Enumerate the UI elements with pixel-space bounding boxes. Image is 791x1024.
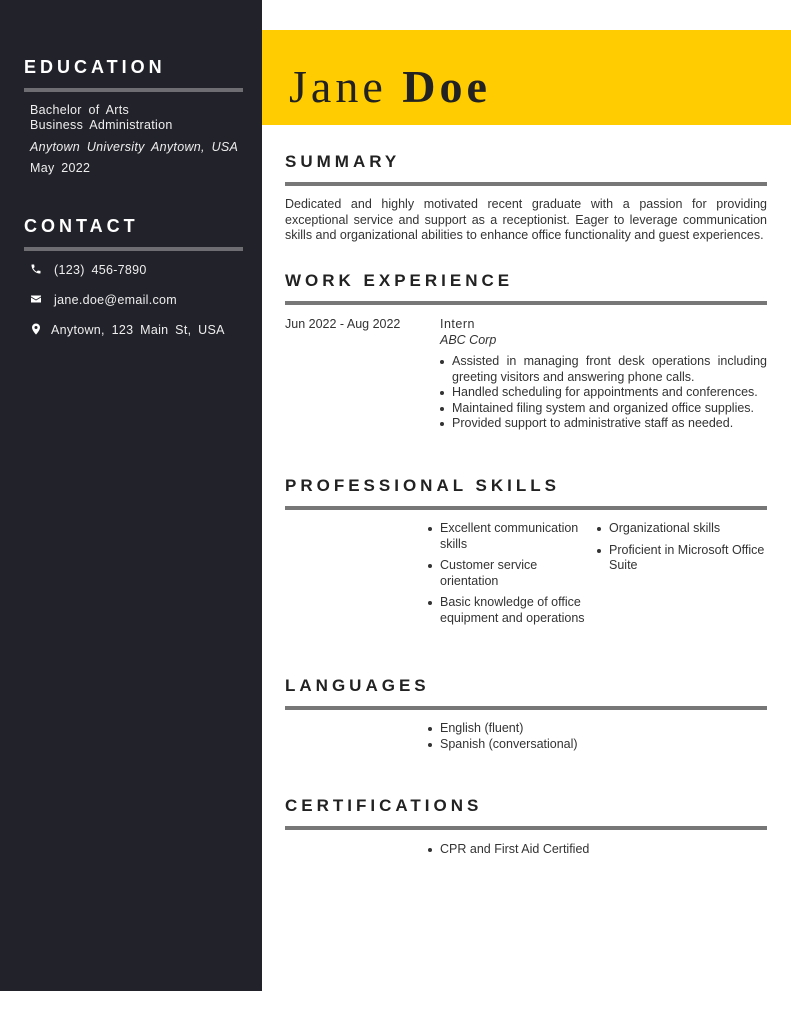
education-major: Business Administration bbox=[30, 118, 173, 132]
phone-icon bbox=[30, 263, 42, 275]
summary-text: Dedicated and highly motivated recent graduate with a passion for providing exceptional service and support as a receptionist. Eager to leverage communication skills and organizational abilities to enhance office functionality and guest experiences. bbox=[285, 197, 767, 242]
list-item: Customer service orientation bbox=[428, 558, 588, 589]
contact-address: Anytown, 123 Main St, USA bbox=[51, 323, 225, 337]
list-item: Handled scheduling for appointments and conferences. bbox=[440, 385, 767, 401]
sidebar bbox=[0, 0, 262, 991]
list-item: English (fluent) bbox=[428, 721, 578, 737]
list-item: Provided support to administrative staff as needed. bbox=[440, 416, 767, 432]
list-item: Proficient in Microsoft Office Suite bbox=[597, 543, 767, 574]
list-item: Basic knowledge of office equipment and operations bbox=[428, 595, 588, 626]
work-company: ABC Corp bbox=[440, 333, 497, 347]
skills-col2 bbox=[597, 521, 767, 574]
contact-phone: (123) 456-7890 bbox=[54, 263, 147, 277]
work-title: Intern bbox=[440, 317, 475, 331]
first-name: Jane bbox=[289, 61, 387, 112]
languages-heading: LANGUAGES bbox=[285, 676, 430, 695]
list-item: Spanish (conversational) bbox=[428, 737, 578, 753]
contact-heading: CONTACT bbox=[24, 216, 139, 236]
certifications-heading: CERTIFICATIONS bbox=[285, 796, 483, 815]
divider bbox=[24, 247, 243, 251]
divider bbox=[24, 88, 243, 92]
skills-heading: PROFESSIONAL SKILLS bbox=[285, 476, 560, 495]
education-degree: Bachelor of Arts bbox=[30, 103, 130, 117]
location-pin-icon bbox=[30, 323, 42, 335]
divider bbox=[285, 182, 767, 186]
work-bullets bbox=[440, 354, 767, 432]
last-name: Doe bbox=[402, 61, 491, 112]
divider bbox=[285, 826, 767, 830]
divider bbox=[285, 506, 767, 510]
work-dates: Jun 2022 - Aug 2022 bbox=[285, 317, 401, 331]
divider bbox=[285, 706, 767, 710]
work-heading: WORK EXPERIENCE bbox=[285, 271, 514, 290]
education-date: May 2022 bbox=[30, 161, 91, 175]
languages-list bbox=[428, 721, 578, 752]
list-item: Assisted in managing front desk operations including greeting visitors and answering phone calls. bbox=[440, 354, 767, 385]
certifications-list bbox=[428, 842, 589, 858]
skills-col1 bbox=[428, 521, 588, 626]
name-title bbox=[289, 60, 491, 114]
email-icon bbox=[30, 293, 42, 305]
education-heading: EDUCATION bbox=[24, 57, 166, 77]
list-item: CPR and First Aid Certified bbox=[428, 842, 589, 858]
list-item: Organizational skills bbox=[597, 521, 767, 537]
contact-email[interactable]: jane.doe@email.com bbox=[54, 293, 178, 307]
education-school: Anytown University Anytown, USA bbox=[30, 140, 239, 154]
name-banner bbox=[262, 30, 791, 125]
list-item: Maintained filing system and organized office supplies. bbox=[440, 401, 767, 417]
divider bbox=[285, 301, 767, 305]
summary-heading: SUMMARY bbox=[285, 152, 401, 171]
list-item: Excellent communication skills bbox=[428, 521, 588, 552]
